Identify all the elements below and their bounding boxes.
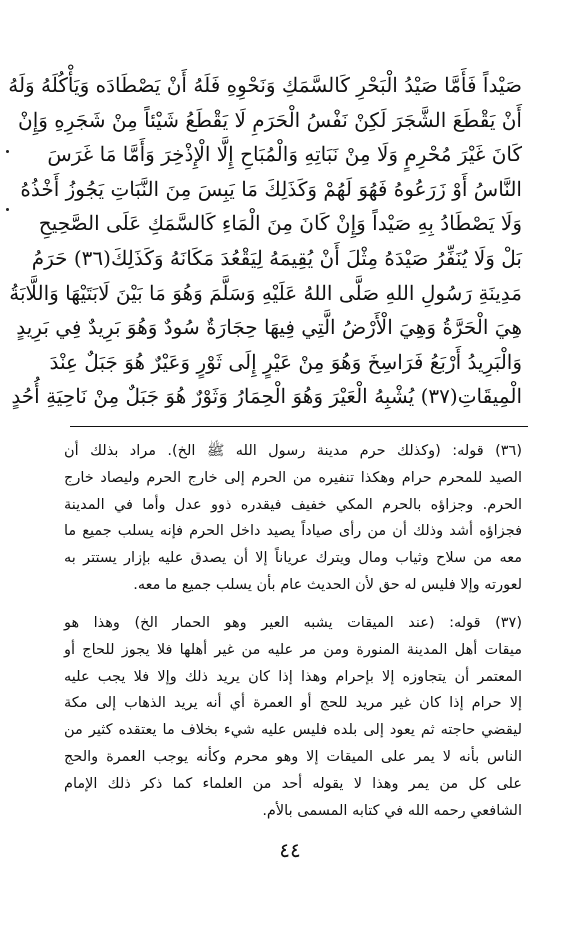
footnote-line: لعورته وإلا فليس له حق لأن الحديث عام بأن يسلب جميع ما معه.	[133, 576, 522, 593]
footnote-line: معه من سلاح وثياب ومال ويترك عرياناً إلا أن يصدق عليه بإزار يستتر به	[64, 550, 522, 567]
footnote-line: الحرم. وجزاؤه بالحرم المكي خفيف فيقدره ذوو عدل وأما في المدينة	[64, 496, 522, 513]
main-text-line: الْمِيقَاتِ(٣٧) يُشْبِهُ الْعَيْرَ وَهُوَ الْحِمَارُ وَثَوْرٌ هُوَ جَبَلٌ مِنْ نَاحِيَةِ أُحُدٍ	[11, 384, 522, 409]
footnote-36	[64, 438, 522, 599]
footnote-line: إلا حرام إذا كان غير مريد للحج أو العمرة أي أنه يريد الذهاب إلى مكة	[64, 695, 522, 712]
footnote-line: الصيد للمحرم حرام وهكذا تنفيره من الحرم إلى خارج الحرم وليصاد خارج	[64, 469, 522, 486]
footnote-37	[64, 610, 522, 824]
main-text-line: كَانَ غَيْرَ مُحْرِمٍ وَلَا مِنْ نَبَاتِهِ وَالْمُبَاحِ إِلَّا الْإِذْخِرَ وَأَمَّا مَا غَرَسَ	[47, 142, 522, 167]
main-text-line: بَلْ وَلَا يُنَفِّرُ صَيْدَهُ مِثْلَ أَنْ يُقِيمَهُ لِيَقْعُدَ مَكَانَهُ وَكَذَلِكَ(٣٦) حَرَمُ	[31, 245, 522, 270]
footnote-line: على كل من يمر وهذا لا يقوله أحد من العلماء كما ذكر ذلك الإمام	[64, 775, 522, 792]
main-text-line: وَلَا يَصْطَادُ بِهِ صَيْداً وَإِنْ كَانَ مِنَ الْمَاءِ كَالسَّمَكِ عَلَى الصَّحِيحِ	[38, 211, 522, 236]
footnote-line: (٣٦) قوله: (وكذلك حرم مدينة رسول الله ﷺ الخ). مراد بذلك أن	[64, 443, 522, 459]
main-text-line: مَدِينَةِ رَسُولِ اللهِ صَلَّى اللهُ عَلَيْهِ وَسَلَّمَ وَهُوَ مَا بَيْنَ لَابَتَيْهَا وَاللَّابَةُ	[9, 280, 522, 305]
main-text	[8, 68, 522, 414]
main-text-line: أَنْ يَقْطَعَ الشَّجَرَ لَكِنْ نَفْسُ الْحَرَمِ لَا يَقْطَعُ شَيْئاً مِنْ شَجَرِهِ وَإِنْ	[18, 107, 522, 132]
footnote-line: ليقضي حاجته ثم يعود إلى بلده فليس عليه شيء بخلاف ما يعتقده كثير من	[64, 722, 522, 739]
footnote-line: الشافعي رحمه الله في كتابه المسمى بالأم.	[262, 802, 522, 819]
main-text-line: وَالْبَرِيدُ أَرْبَعُ فَرَاسِخَ وَهُوَ مِنْ عَيْرٍ إِلَى ثَوْرٍ وَعَيْرٌ هُوَ جَبَلٌ عِنْدَ	[49, 349, 522, 374]
footnote-line: المعتمر أن يتجاوزه إلا بإحرام وهذا إذا كان يريد ذلك وإلا فلا يجب عليه	[64, 668, 522, 685]
margin-mark	[6, 208, 9, 211]
main-text-line: النَّاسُ أَوْ زَرَعُوهُ فَهُوَ لَهُمْ وَكَذَلِكَ مَا يَبِسَ مِنَ النَّبَاتِ يَجُوزُ أَخْذُهُ	[20, 176, 522, 201]
footnote-line: (٣٧) قوله: (عند الميقات يشبه العير وهو الحمار الخ) وهذا هو	[64, 615, 522, 631]
footnote-line: ميقات أهل المدينة المنورة ومن مر عليه من غير أهلها فلا يجوز للحاج أو	[64, 641, 522, 658]
main-text-line: هِيَ الْحَرَّةُ وَهِيَ الْأَرْضُ الَّتِي فِيهَا حِجَارَةٌ سُودٌ وَهُوَ بَرِيدٌ فِي بَرِيدٍ	[16, 315, 522, 340]
margin-mark	[6, 150, 9, 153]
main-text-line: صَيْداً فَأَمَّا صَيْدُ الْبَحْرِ كَالسَّمَكِ وَنَحْوِهِ فَلَهُ أَنْ يَصْطَادَه وَيَأْكُلَهُ وَلَهُ	[8, 73, 522, 97]
footnote-line: الناس بأنه لا يمر على الميقات إلا وهو محرم وكأنه يوجب العمرة والحج	[64, 748, 522, 765]
page-number: ٤٤	[279, 838, 301, 862]
footnote-separator	[70, 426, 528, 427]
footnote-line: فجزاؤه أشد وذلك أن من رأى صياداً يصيد داخل الحرم فإنه يسلب جميع ما	[64, 523, 522, 540]
